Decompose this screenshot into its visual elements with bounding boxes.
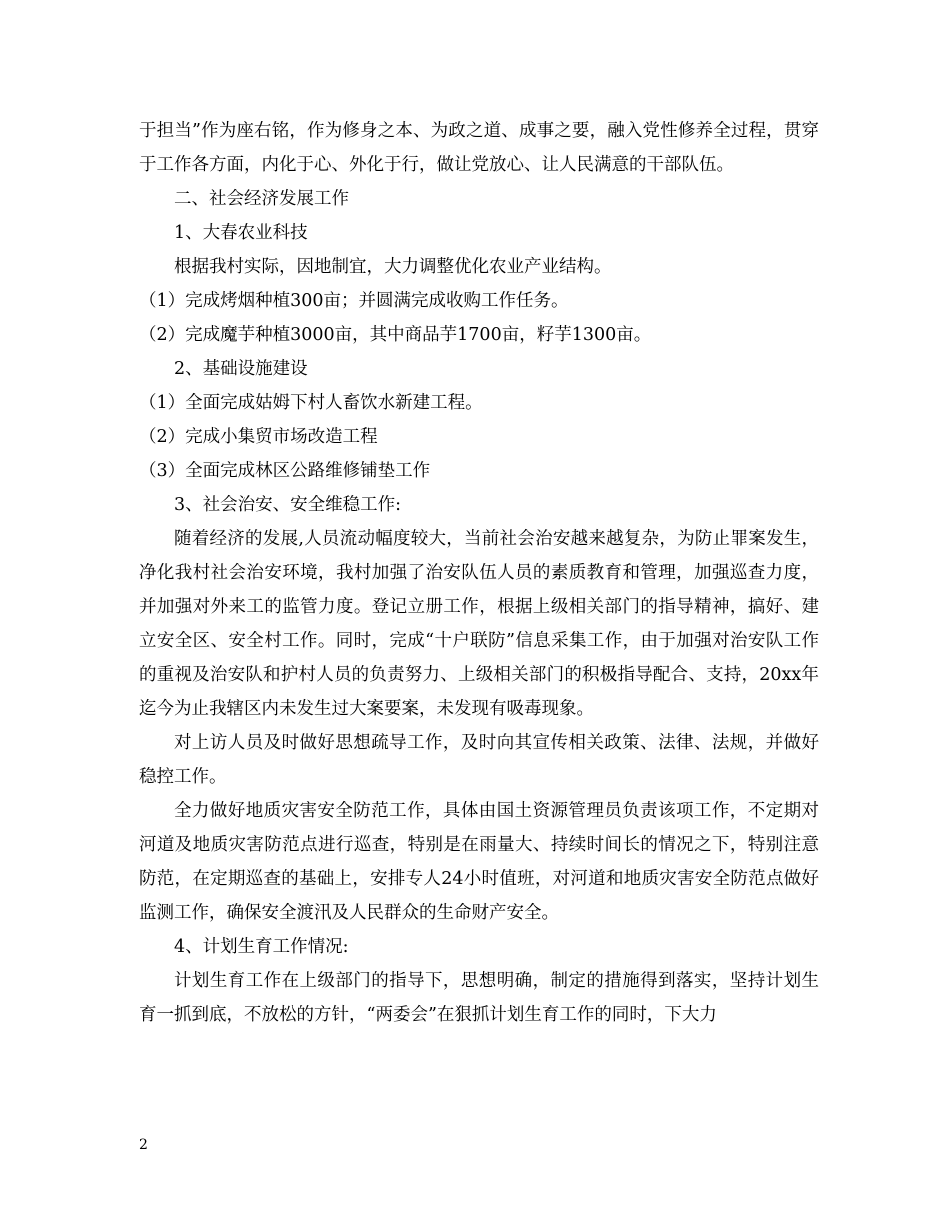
paragraph: 计划生育工作在上级部门的指导下，思想明确，制定的措施得到落实，坚持计划生育一抓到底，不放松的方针，“两委会”在狠抓计划生育工作的同时，下大力 bbox=[139, 971, 819, 1025]
list-item: （1）完成烤烟种植300亩；并圆满完成收购工作任务。 bbox=[139, 291, 569, 311]
paragraph: 全力做好地质灾害安全防范工作，具体由国土资源管理员负责该项工作，不定期对河道及地质灾害防范点进行巡查，特别是在雨量大、持续时间长的情况之下，特别注意防范，在定期巡查的基础上，安排专人24小时值班，对河道和地质灾害安全防范点做好监测工作，确保安全渡汛及人民群众的生命财产安全。 bbox=[139, 801, 819, 923]
document-body bbox=[139, 114, 819, 1032]
paragraph-continuation: 于担当”作为座右铭，作为修身之本、为政之道、成事之要，融入党性修养全过程，贯穿于工作各方面，内化于心、外化于行，做让党放心、让人民满意的干部队伍。 bbox=[139, 121, 819, 175]
page-number: 2 bbox=[139, 1137, 148, 1153]
list-item: （2）完成魔芋种植3000亩，其中商品芋1700亩，籽芋1300亩。 bbox=[139, 325, 652, 345]
subheading-family-planning: 4、计划生育工作情况: bbox=[174, 937, 349, 957]
paragraph: 根据我村实际，因地制宜，大力调整优化农业产业结构。 bbox=[174, 257, 612, 277]
list-item: （3）全面完成林区公路维修铺垫工作 bbox=[139, 461, 431, 481]
paragraph: 对上访人员及时做好思想疏导工作，及时向其宣传相关政策、法律、法规，并做好稳控工作。 bbox=[139, 733, 819, 787]
list-item: （2）完成小集贸市场改造工程 bbox=[139, 427, 378, 447]
subheading-infrastructure: 2、基础设施建设 bbox=[174, 359, 308, 379]
subheading-public-security: 3、社会治安、安全维稳工作: bbox=[174, 495, 402, 515]
paragraph: 随着经济的发展,人员流动幅度较大，当前社会治安越来越复杂，为防止罪案发生，净化我村社会治安环境，我村加强了治安队伍人员的素质教育和管理，加强巡查力度，并加强对外来工的监管力度。登记立册工作，根据上级相关部门的指导精神，搞好、建立安全区、安全村工作。同时，完成“十户联防”信息采集工作，由于加强对治安队工作的重视及治安队和护村人员的负责努力、上级相关部门的积极指导配合、支持，20xx年迄今为止我辖区内未发生过大案要案，未发现有吸毒现象。 bbox=[139, 529, 819, 719]
section-heading-economy: 二、社会经济发展工作 bbox=[174, 189, 349, 209]
list-item: （1）全面完成姑姆下村人畜饮水新建工程。 bbox=[139, 393, 483, 413]
subheading-agriculture: 1、大春农业科技 bbox=[174, 223, 308, 243]
